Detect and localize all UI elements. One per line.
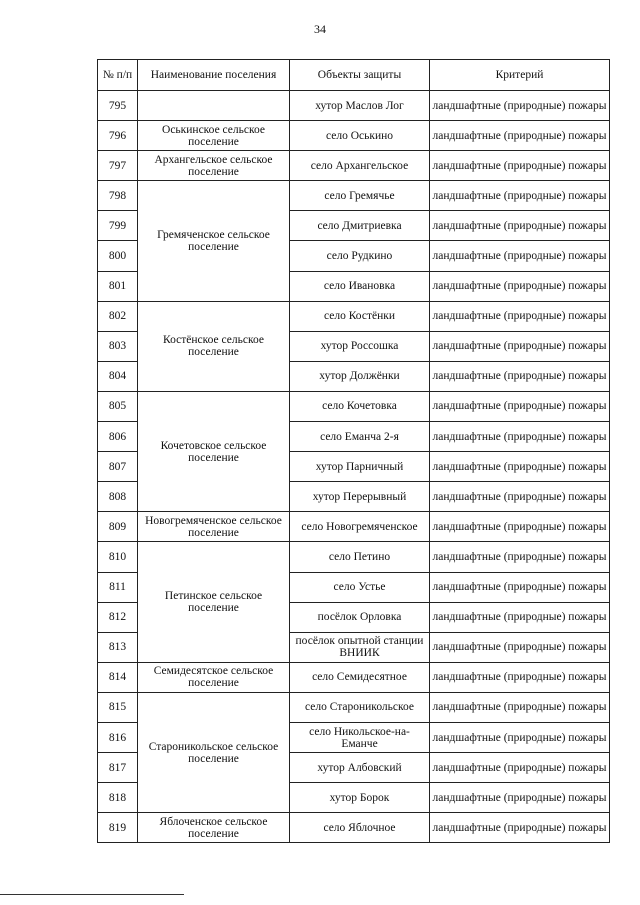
- criterion: ландшафтные (природные) пожары: [430, 391, 610, 421]
- protection-object: село Кочетовка: [290, 391, 430, 421]
- criterion: ландшафтные (природные) пожары: [430, 542, 610, 572]
- protection-object: село Ивановка: [290, 271, 430, 301]
- criterion: ландшафтные (природные) пожары: [430, 121, 610, 151]
- header-num: № п/п: [98, 60, 138, 91]
- criterion: ландшафтные (природные) пожары: [430, 211, 610, 241]
- row-number: 804: [98, 361, 138, 391]
- row-number: 815: [98, 692, 138, 722]
- protection-object: село Гремячье: [290, 181, 430, 211]
- criterion: ландшафтные (природные) пожары: [430, 271, 610, 301]
- table-body: [98, 91, 610, 843]
- table-row: [98, 391, 610, 421]
- criterion: ландшафтные (природные) пожары: [430, 452, 610, 482]
- protection-object: село Костёнки: [290, 301, 430, 331]
- criterion: ландшафтные (природные) пожары: [430, 813, 610, 843]
- protection-objects-table: [97, 59, 610, 843]
- table-row: [98, 91, 610, 121]
- criterion: ландшафтные (природные) пожары: [430, 632, 610, 662]
- table-row: [98, 121, 610, 151]
- settlement-name: Гремяченское сельское поселение: [138, 181, 290, 301]
- protection-object: хутор Должёнки: [290, 361, 430, 391]
- row-number: 795: [98, 91, 138, 121]
- row-number: 796: [98, 121, 138, 151]
- row-number: 811: [98, 572, 138, 602]
- row-number: 807: [98, 452, 138, 482]
- protection-object: село Архангельское: [290, 151, 430, 181]
- protection-object: село Новогремяченское: [290, 512, 430, 542]
- row-number: 798: [98, 181, 138, 211]
- settlement-name: [138, 91, 290, 121]
- criterion: ландшафтные (природные) пожары: [430, 662, 610, 692]
- criterion: ландшафтные (природные) пожары: [430, 512, 610, 542]
- protection-object: хутор Россошка: [290, 331, 430, 361]
- settlement-name: Костёнское сельское поселение: [138, 301, 290, 391]
- protection-object: село Оськино: [290, 121, 430, 151]
- row-number: 809: [98, 512, 138, 542]
- protection-object: посёлок опытной станции ВНИИК: [290, 632, 430, 662]
- criterion: ландшафтные (природные) пожары: [430, 572, 610, 602]
- protection-object: село Дмитриевка: [290, 211, 430, 241]
- protection-object: село Еманча 2-я: [290, 422, 430, 452]
- row-number: 803: [98, 331, 138, 361]
- row-number: 806: [98, 422, 138, 452]
- criterion: ландшафтные (природные) пожары: [430, 181, 610, 211]
- criterion: ландшафтные (природные) пожары: [430, 422, 610, 452]
- settlement-name: Оськинское сельское поселение: [138, 121, 290, 151]
- protection-object: село Рудкино: [290, 241, 430, 271]
- protection-object: село Устье: [290, 572, 430, 602]
- row-number: 799: [98, 211, 138, 241]
- row-number: 812: [98, 602, 138, 632]
- row-number: 808: [98, 482, 138, 512]
- protection-object: хутор Перерывный: [290, 482, 430, 512]
- table-header-row: [98, 60, 610, 91]
- table-row: [98, 542, 610, 572]
- footnote-rule: [0, 894, 184, 895]
- criterion: ландшафтные (природные) пожары: [430, 692, 610, 722]
- row-number: 817: [98, 753, 138, 783]
- settlement-name: Новогремяченское сельское поселение: [138, 512, 290, 542]
- row-number: 810: [98, 542, 138, 572]
- criterion: ландшафтные (природные) пожары: [430, 331, 610, 361]
- protection-object: посёлок Орловка: [290, 602, 430, 632]
- row-number: 816: [98, 722, 138, 752]
- table-row: [98, 692, 610, 722]
- protection-object: село Петино: [290, 542, 430, 572]
- row-number: 802: [98, 301, 138, 331]
- criterion: ландшафтные (природные) пожары: [430, 783, 610, 813]
- criterion: ландшафтные (природные) пожары: [430, 91, 610, 121]
- criterion: ландшафтные (природные) пожары: [430, 241, 610, 271]
- protection-object: хутор Маслов Лог: [290, 91, 430, 121]
- row-number: 814: [98, 662, 138, 692]
- criterion: ландшафтные (природные) пожары: [430, 361, 610, 391]
- row-number: 797: [98, 151, 138, 181]
- settlement-name: Староникольское сельское поселение: [138, 692, 290, 812]
- table-row: [98, 181, 610, 211]
- row-number: 801: [98, 271, 138, 301]
- protection-object: село Семидесятное: [290, 662, 430, 692]
- criterion: ландшафтные (природные) пожары: [430, 722, 610, 752]
- row-number: 800: [98, 241, 138, 271]
- protection-object: хутор Парничный: [290, 452, 430, 482]
- criterion: ландшафтные (природные) пожары: [430, 753, 610, 783]
- table-row: [98, 301, 610, 331]
- settlement-name: Яблоченское сельское поселение: [138, 813, 290, 843]
- protection-object: село Яблочное: [290, 813, 430, 843]
- row-number: 819: [98, 813, 138, 843]
- criterion: ландшафтные (природные) пожары: [430, 482, 610, 512]
- protection-object: село Староникольское: [290, 692, 430, 722]
- header-criterion: Критерий: [430, 60, 610, 91]
- row-number: 818: [98, 783, 138, 813]
- header-settlement: Наименование поселения: [138, 60, 290, 91]
- protection-object: хутор Борок: [290, 783, 430, 813]
- table-row: [98, 512, 610, 542]
- criterion: ландшафтные (природные) пожары: [430, 151, 610, 181]
- protection-object: хутор Албовский: [290, 753, 430, 783]
- settlement-name: Петинское сельское поселение: [138, 542, 290, 662]
- settlement-name: Архангельское сельское поселение: [138, 151, 290, 181]
- row-number: 805: [98, 391, 138, 421]
- settlement-name: Кочетовское сельское поселение: [138, 391, 290, 511]
- table-row: [98, 813, 610, 843]
- row-number: 813: [98, 632, 138, 662]
- header-object: Объекты защиты: [290, 60, 430, 91]
- settlement-name: Семидесятское сельское поселение: [138, 662, 290, 692]
- table-row: [98, 662, 610, 692]
- page-number: 34: [314, 22, 326, 36]
- criterion: ландшафтные (природные) пожары: [430, 301, 610, 331]
- table-row: [98, 151, 610, 181]
- protection-object: село Никольское-на-Еманче: [290, 722, 430, 752]
- criterion: ландшафтные (природные) пожары: [430, 602, 610, 632]
